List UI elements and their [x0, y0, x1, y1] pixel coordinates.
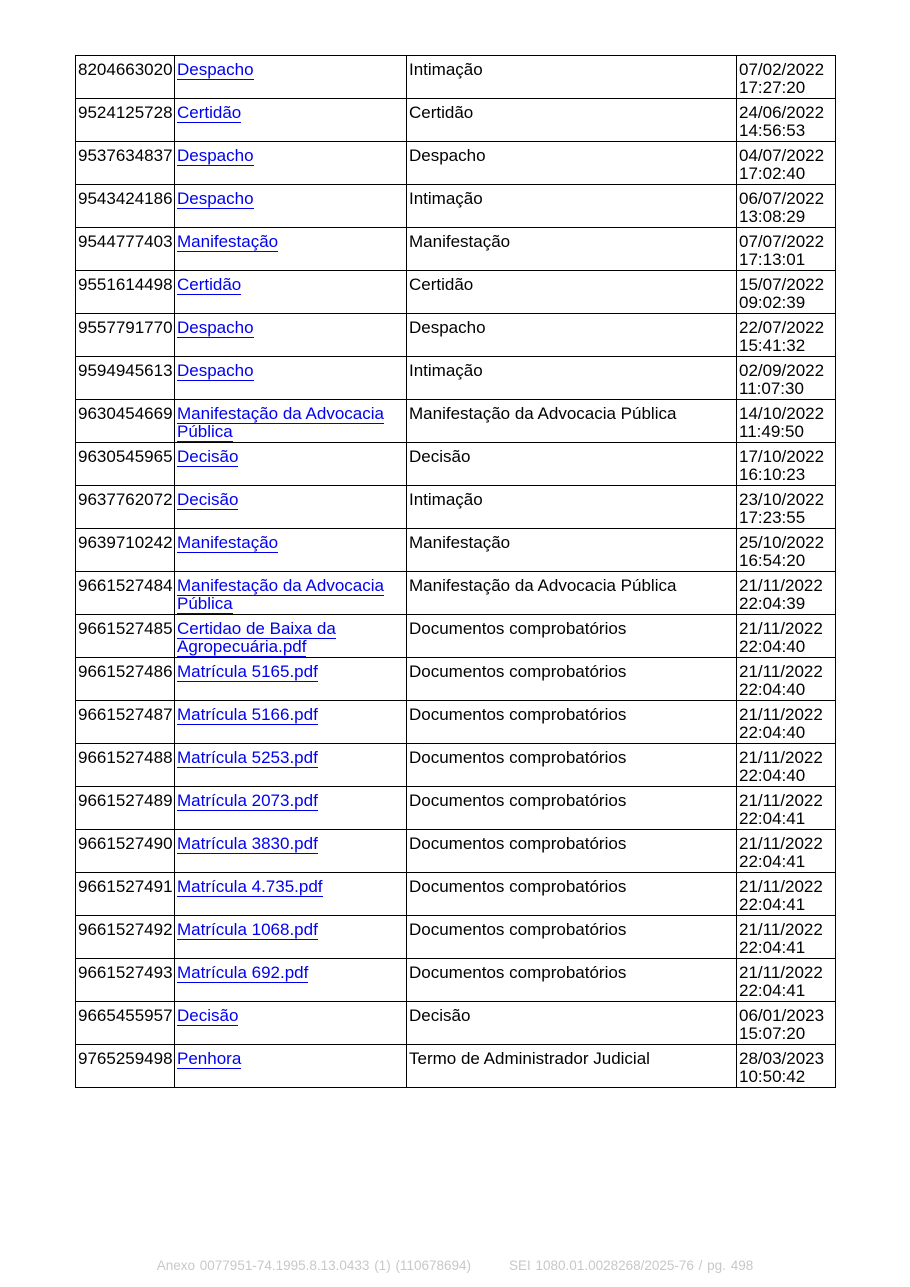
document-id-cell: 9661527485	[76, 615, 175, 658]
document-link[interactable]: Manifestação	[177, 533, 279, 552]
document-id-cell: 9537634837	[76, 142, 175, 185]
document-id-cell: 9544777403	[76, 228, 175, 271]
date-cell	[737, 916, 836, 959]
table-row	[76, 744, 836, 787]
date-text: 07/02/2022	[739, 60, 825, 79]
date-text: 21/11/2022	[739, 963, 823, 982]
time-text: 22:04:41	[739, 937, 806, 957]
date-cell	[737, 658, 836, 701]
table-row	[76, 658, 836, 701]
document-link[interactable]: Certidão	[177, 275, 242, 294]
date-cell	[737, 1002, 836, 1045]
table-row	[76, 443, 836, 486]
date-text: 02/09/2022	[739, 361, 825, 380]
date-text: 21/11/2022	[739, 834, 823, 853]
footer-sei-reference: SEI 1080.01.0028268/2025-76 / pg. 498	[509, 1258, 754, 1273]
document-link[interactable]: Decisão	[177, 1006, 239, 1025]
document-type-cell: Manifestação da Advocacia Pública	[407, 400, 737, 443]
date-cell	[737, 529, 836, 572]
table-row	[76, 486, 836, 529]
time-text: 13:08:29	[739, 206, 806, 226]
document-type-cell: Intimação	[407, 185, 737, 228]
document-type-cell: Manifestação	[407, 228, 737, 271]
time-text: 22:04:41	[739, 851, 806, 871]
date-text: 17/10/2022	[739, 447, 825, 466]
time-text: 17:13:01	[739, 249, 806, 269]
page-footer	[0, 1258, 910, 1273]
document-cell	[175, 486, 407, 529]
date-cell	[737, 228, 836, 271]
document-id-cell: 9557791770	[76, 314, 175, 357]
document-type-cell: Intimação	[407, 486, 737, 529]
document-type-cell: Manifestação da Advocacia Pública	[407, 572, 737, 615]
document-link[interactable]: Penhora	[177, 1049, 242, 1068]
document-type-cell: Decisão	[407, 1002, 737, 1045]
table-row	[76, 228, 836, 271]
document-link[interactable]: Matrícula 3830.pdf	[177, 834, 318, 853]
documents-table	[75, 55, 836, 1088]
time-text: 22:04:41	[739, 894, 806, 914]
table-row	[76, 271, 836, 314]
document-type-cell: Decisão	[407, 443, 737, 486]
time-text: 15:41:32	[739, 335, 806, 355]
date-cell	[737, 830, 836, 873]
table-row	[76, 1002, 836, 1045]
document-link[interactable]: Decisão	[177, 447, 239, 466]
document-link[interactable]: Matrícula 2073.pdf	[177, 791, 318, 810]
date-text: 06/07/2022	[739, 189, 825, 208]
document-type-cell: Intimação	[407, 56, 737, 99]
date-cell	[737, 185, 836, 228]
date-cell	[737, 701, 836, 744]
date-cell	[737, 142, 836, 185]
document-link[interactable]: Matrícula 4.735.pdf	[177, 877, 323, 896]
date-cell	[737, 873, 836, 916]
document-type-cell: Manifestação	[407, 529, 737, 572]
document-type-cell: Despacho	[407, 142, 737, 185]
document-id-cell: 9661527493	[76, 959, 175, 1002]
date-text: 23/10/2022	[739, 490, 825, 509]
date-cell	[737, 615, 836, 658]
document-link[interactable]: Manifestação da Advocacia Pública	[177, 576, 384, 613]
document-cell	[175, 658, 407, 701]
time-text: 17:02:40	[739, 163, 806, 183]
date-cell	[737, 99, 836, 142]
date-cell	[737, 400, 836, 443]
document-id-cell: 9661527491	[76, 873, 175, 916]
date-text: 21/11/2022	[739, 662, 823, 681]
date-cell	[737, 443, 836, 486]
document-cell	[175, 357, 407, 400]
table-row	[76, 701, 836, 744]
document-cell	[175, 99, 407, 142]
document-id-cell: 9637762072	[76, 486, 175, 529]
time-text: 17:23:55	[739, 507, 806, 527]
document-type-cell: Documentos comprobatórios	[407, 916, 737, 959]
document-cell	[175, 787, 407, 830]
time-text: 22:04:40	[739, 679, 806, 699]
document-cell	[175, 443, 407, 486]
date-text: 21/11/2022	[739, 877, 823, 896]
table-row	[76, 529, 836, 572]
time-text: 22:04:40	[739, 722, 806, 742]
document-link[interactable]: Despacho	[177, 318, 254, 337]
document-id-cell: 9661527492	[76, 916, 175, 959]
document-cell	[175, 142, 407, 185]
document-cell	[175, 1045, 407, 1088]
date-text: 21/11/2022	[739, 576, 823, 595]
document-cell	[175, 56, 407, 99]
table-row	[76, 873, 836, 916]
table-row	[76, 314, 836, 357]
document-id-cell: 9524125728	[76, 99, 175, 142]
date-text: 14/10/2022	[739, 404, 825, 423]
document-cell	[175, 314, 407, 357]
time-text: 14:56:53	[739, 120, 806, 140]
date-text: 22/07/2022	[739, 318, 825, 337]
document-cell	[175, 529, 407, 572]
document-type-cell: Despacho	[407, 314, 737, 357]
document-id-cell: 8204663020	[76, 56, 175, 99]
table-row	[76, 142, 836, 185]
document-type-cell: Documentos comprobatórios	[407, 959, 737, 1002]
document-id-cell: 9639710242	[76, 529, 175, 572]
document-cell	[175, 701, 407, 744]
document-id-cell: 9665455957	[76, 1002, 175, 1045]
document-cell	[175, 830, 407, 873]
document-cell	[175, 873, 407, 916]
table-row	[76, 185, 836, 228]
date-cell	[737, 959, 836, 1002]
time-text: 10:50:42	[739, 1066, 806, 1086]
document-id-cell: 9594945613	[76, 357, 175, 400]
document-link[interactable]: Manifestação	[177, 232, 279, 251]
date-text: 21/11/2022	[739, 748, 823, 767]
date-text: 21/11/2022	[739, 619, 823, 638]
table-row	[76, 357, 836, 400]
document-link[interactable]: Matrícula 5166.pdf	[177, 705, 318, 724]
documents-table-body	[76, 56, 836, 1088]
document-type-cell: Documentos comprobatórios	[407, 615, 737, 658]
document-link[interactable]: Manifestação da Advocacia Pública	[177, 404, 384, 441]
date-text: 21/11/2022	[739, 705, 823, 724]
time-text: 22:04:39	[739, 593, 806, 613]
date-cell	[737, 271, 836, 314]
document-link[interactable]: Matrícula 692.pdf	[177, 963, 309, 982]
time-text: 09:02:39	[739, 292, 806, 312]
time-text: 22:04:41	[739, 980, 806, 1000]
document-cell	[175, 228, 407, 271]
document-link[interactable]: Despacho	[177, 361, 254, 380]
document-type-cell: Documentos comprobatórios	[407, 830, 737, 873]
document-link[interactable]: Matrícula 1068.pdf	[177, 920, 318, 939]
date-text: 28/03/2023	[739, 1049, 825, 1068]
document-link[interactable]: Despacho	[177, 146, 254, 165]
table-row	[76, 787, 836, 830]
table-row	[76, 400, 836, 443]
date-text: 06/01/2023	[739, 1006, 825, 1025]
document-cell	[175, 615, 407, 658]
document-type-cell: Certidão	[407, 271, 737, 314]
time-text: 22:04:40	[739, 765, 806, 785]
document-id-cell: 9630454669	[76, 400, 175, 443]
date-text: 21/11/2022	[739, 791, 823, 810]
time-text: 16:10:23	[739, 464, 806, 484]
time-text: 17:27:20	[739, 77, 806, 97]
document-id-cell: 9630545965	[76, 443, 175, 486]
document-link[interactable]: Matrícula 5253.pdf	[177, 748, 318, 767]
document-type-cell: Documentos comprobatórios	[407, 658, 737, 701]
document-cell	[175, 744, 407, 787]
document-type-cell: Documentos comprobatórios	[407, 873, 737, 916]
document-id-cell: 9543424186	[76, 185, 175, 228]
document-cell	[175, 185, 407, 228]
table-row	[76, 615, 836, 658]
date-cell	[737, 486, 836, 529]
document-type-cell: Documentos comprobatórios	[407, 787, 737, 830]
document-id-cell: 9661527489	[76, 787, 175, 830]
time-text: 11:07:30	[739, 378, 804, 398]
document-link[interactable]: Decisão	[177, 490, 239, 509]
document-cell	[175, 572, 407, 615]
date-text: 07/07/2022	[739, 232, 825, 251]
time-text: 16:54:20	[739, 550, 806, 570]
table-row	[76, 830, 836, 873]
time-text: 11:49:50	[739, 421, 804, 441]
document-type-cell: Termo de Administrador Judicial	[407, 1045, 737, 1088]
date-text: 04/07/2022	[739, 146, 825, 165]
document-cell	[175, 959, 407, 1002]
document-id-cell: 9765259498	[76, 1045, 175, 1088]
document-cell	[175, 271, 407, 314]
date-cell	[737, 314, 836, 357]
date-text: 15/07/2022	[739, 275, 825, 294]
time-text: 22:04:40	[739, 636, 806, 656]
document-cell	[175, 916, 407, 959]
date-text: 24/06/2022	[739, 103, 825, 122]
date-cell	[737, 572, 836, 615]
footer-annex-reference: Anexo 0077951-74.1995.8.13.0433 (1) (110678694)	[156, 1258, 472, 1273]
date-cell	[737, 744, 836, 787]
date-cell	[737, 1045, 836, 1088]
document-link[interactable]: Certidão	[177, 103, 242, 122]
document-link[interactable]: Despacho	[177, 60, 254, 79]
document-id-cell: 9661527487	[76, 701, 175, 744]
document-type-cell: Certidão	[407, 99, 737, 142]
document-id-cell: 9661527488	[76, 744, 175, 787]
document-link[interactable]: Certidao de Baixa da Agropecuária.pdf	[177, 619, 336, 656]
table-row	[76, 1045, 836, 1088]
document-cell	[175, 400, 407, 443]
document-id-cell: 9661527490	[76, 830, 175, 873]
table-row	[76, 916, 836, 959]
date-cell	[737, 787, 836, 830]
document-type-cell: Intimação	[407, 357, 737, 400]
time-text: 22:04:41	[739, 808, 806, 828]
document-type-cell: Documentos comprobatórios	[407, 701, 737, 744]
time-text: 15:07:20	[739, 1023, 806, 1043]
date-text: 25/10/2022	[739, 533, 825, 552]
date-cell	[737, 56, 836, 99]
document-id-cell: 9661527484	[76, 572, 175, 615]
table-row	[76, 959, 836, 1002]
date-cell	[737, 357, 836, 400]
table-row	[76, 99, 836, 142]
document-cell	[175, 1002, 407, 1045]
date-text: 21/11/2022	[739, 920, 823, 939]
document-type-cell: Documentos comprobatórios	[407, 744, 737, 787]
document-link[interactable]: Despacho	[177, 189, 254, 208]
document-id-cell: 9661527486	[76, 658, 175, 701]
document-id-cell: 9551614498	[76, 271, 175, 314]
table-row	[76, 56, 836, 99]
table-row	[76, 572, 836, 615]
document-link[interactable]: Matrícula 5165.pdf	[177, 662, 318, 681]
